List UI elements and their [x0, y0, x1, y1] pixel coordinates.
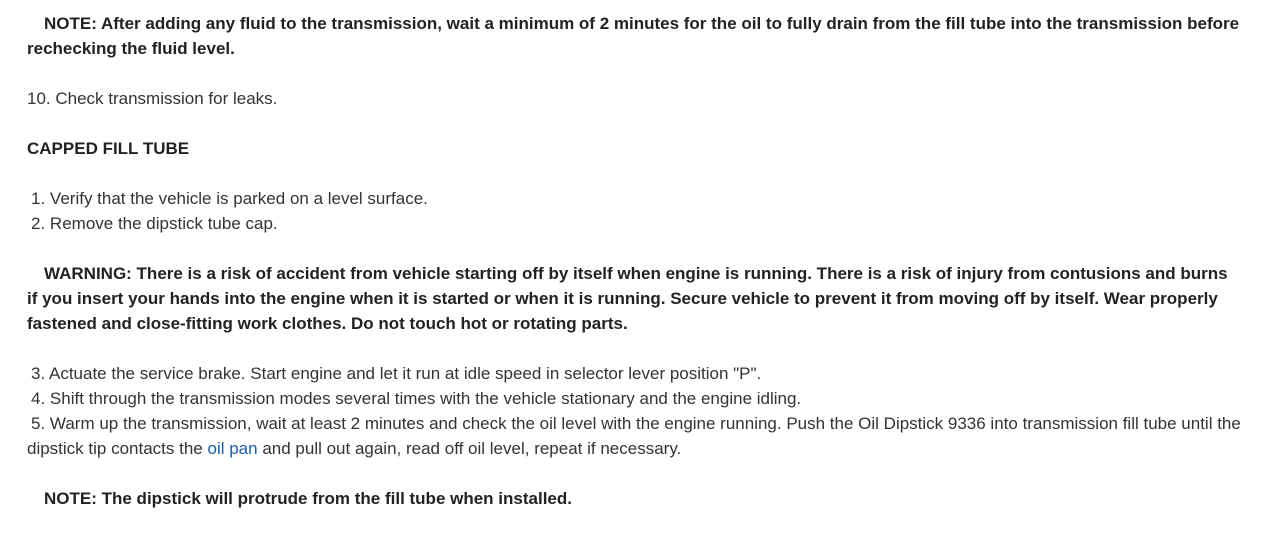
step-text-after: and pull out again, read off oil level, repeat if necessary.: [257, 439, 682, 458]
list-item: [27, 386, 1242, 411]
steps-list-a: [27, 186, 1242, 236]
step-number: 1.: [31, 189, 46, 208]
step-number: 4.: [31, 389, 46, 408]
step-text: Actuate the service brake. Start engine and let it run at idle speed in selector lever position "P".: [48, 364, 762, 383]
step-text: Remove the dipstick tube cap.: [49, 214, 278, 233]
note-fluid-drain: NOTE: After adding any fluid to the transmission, wait a minimum of 2 minutes for the oil to fully drain from the fill tube into the transmission before rechecking the fluid level.: [27, 14, 1240, 58]
step-number: 5.: [31, 414, 46, 433]
step-text: Shift through the transmission modes several times with the vehicle stationary and the engine idling.: [49, 389, 802, 408]
list-item: [27, 211, 1242, 236]
step-check-leaks: 10. Check transmission for leaks.: [27, 89, 278, 108]
step-number: 3.: [31, 364, 46, 383]
steps-list-b: [27, 361, 1242, 461]
step-number: 2.: [31, 214, 46, 233]
section-heading-capped-fill-tube: CAPPED FILL TUBE: [27, 139, 190, 158]
note-dipstick-protrude: NOTE: The dipstick will protrude from the fill tube when installed.: [44, 489, 572, 508]
list-item: [27, 361, 1242, 386]
list-item: [27, 411, 1242, 461]
warning-accident-risk: WARNING: There is a risk of accident from vehicle starting off by itself when engine is running. There is a risk of injury from contusions and burns if you insert your hands into the engine when it is started or when it is running. Secure vehicle to prevent it from moving off by itself. Wear properly fastened and close-fitting work clothes. Do not touch hot or rotating parts.: [27, 264, 1228, 333]
oil-pan-link[interactable]: oil pan: [207, 439, 258, 458]
step-text: Verify that the vehicle is parked on a level surface.: [49, 189, 428, 208]
list-item: [27, 186, 1242, 211]
step-text-before: Warm up the transmission, wait at least 2 minutes and check the oil level with the engine running. Push the Oil Dipstick 9336 into transmission fill tube until the dipstick tip contacts the: [27, 414, 1241, 458]
